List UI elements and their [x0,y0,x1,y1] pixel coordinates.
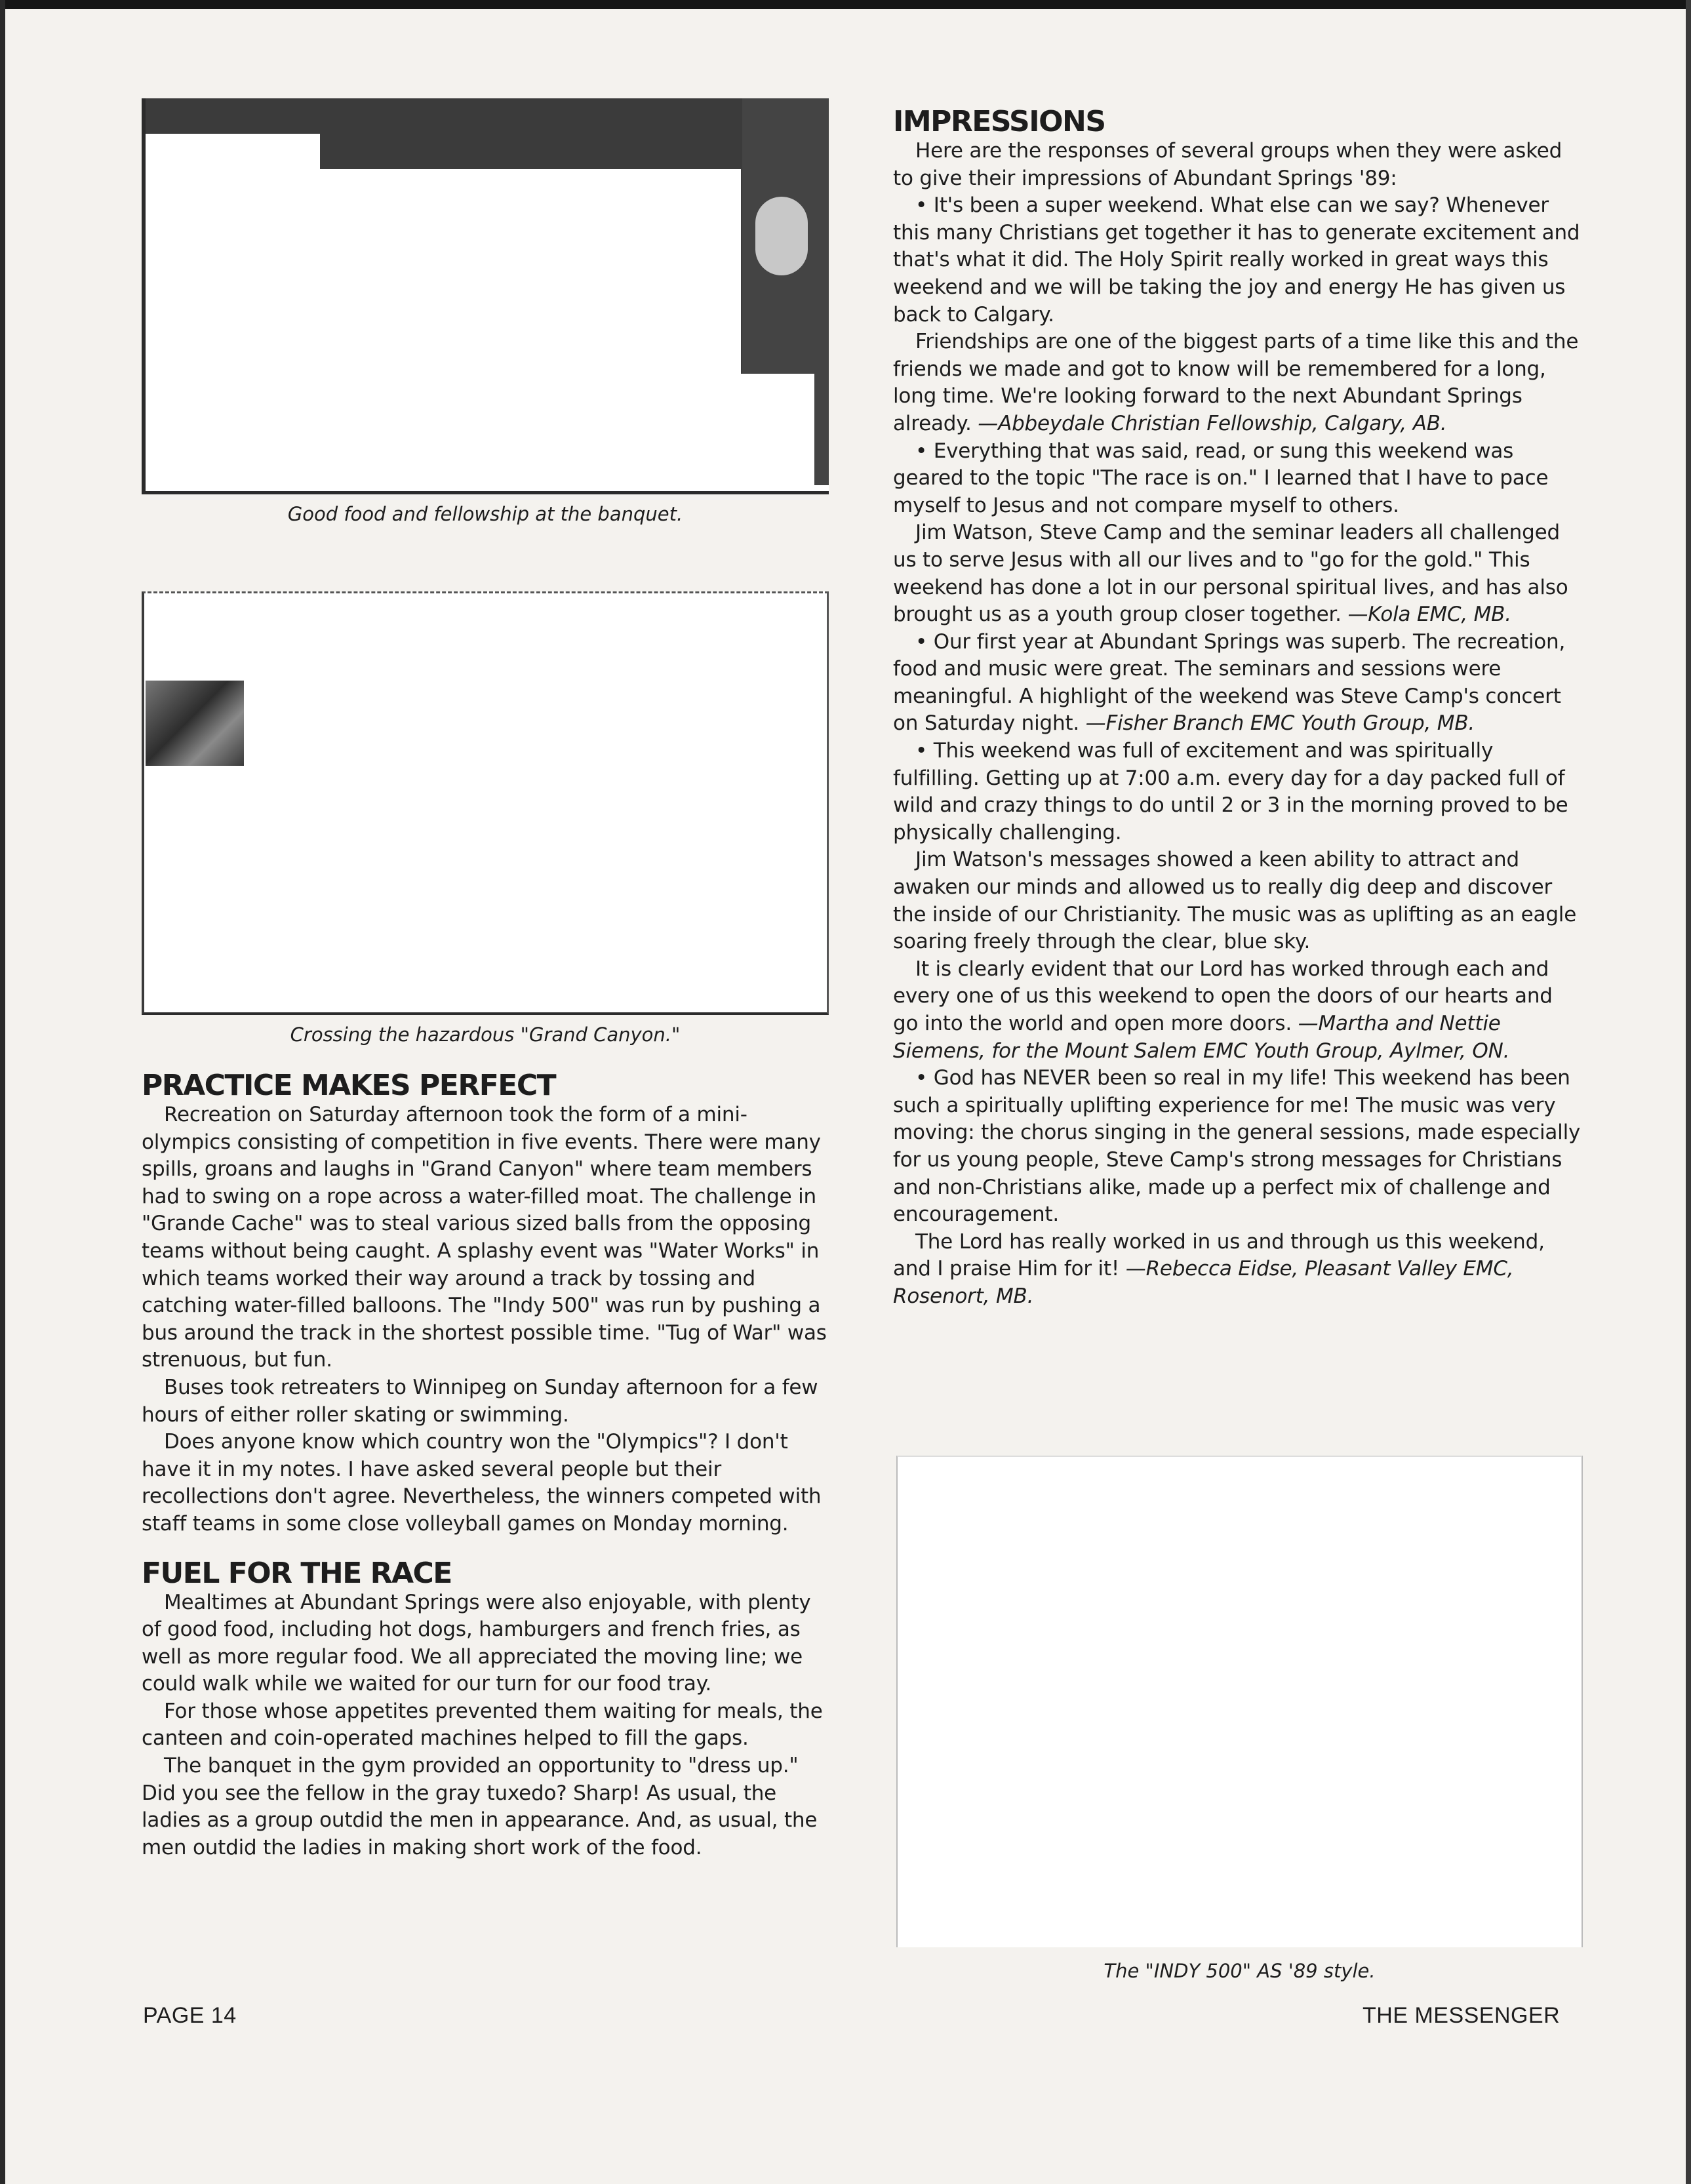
page-number: PAGE 14 [143,2003,237,2028]
impressions-intro: Here are the responses of several groups when they were asked to give their impressions of Abundant Springs '89: [893,139,1562,190]
grand-canyon-photo [142,591,829,1015]
practice-paragraph-2: Buses took retreaters to Winnipeg on Sunday afternoon for a few hours of either roller skating or swimming. [142,1375,818,1427]
scan-border-left [0,0,5,2184]
photo-caption-indy-500: The "INDY 500" AS '89 style. [1104,1960,1376,1982]
response-5-paragraph-2: The Lord has really worked in us and through us this weekend, and I praise Him for it! —Rebecca Eidse, Pleasant Valley EMC, Rosenort, MB. [893,1229,1545,1308]
response-4-paragraph-2: Jim Watson's messages showed a keen ability to attract and awaken our minds and allowed us to really dig deep and discover the inside of our Christianity. The music was as uplifting as an eagle soaring freely through the clear, blue sky. [893,848,1577,954]
response-3-paragraph-1: • Our first year at Abundant Springs was superb. The recreation, food and music were great. The seminars and sessions were meaningful. A highlight of the weekend was Steve Camp's concert on Saturday night. —Fisher Branch EMC Youth Group, MB. [893,629,1582,738]
response-1-paragraph-2: Friendships are one of the biggest parts of a time like this and the friends we made and got to know will be remembered for a long, long time. We're looking forward to the next Abundant Springs already. —Abbeydale Christian Fellowship, Calgary, AB. [893,330,1579,435]
response-2-attribution: —Kola EMC, MB. [1347,603,1511,627]
response-4-attribution: —Martha and Nettie Siemens, for the Mount Salem EMC Youth Group, Aylmer, ON. [893,1012,1510,1063]
response-5-paragraph-1: • God has NEVER been so real in my life! This weekend has been such a spiritually uplifting experience for me! The music was very moving: the chorus singing in the general sessions, made especially for us young people, Steve Camp's strong messages for Christians and non-Christians alike, made up a perfect mix of challenge and encouragement. [893,1065,1582,1229]
left-column [142,98,829,1861]
response-4-paragraph-1: • This weekend was full of excitement and was spiritually fulfilling. Getting up at 7:00 a.m. every day for a day packed full of wild and crazy things to do until 2 or 3 in the morning proved to be physically challenging. [893,738,1582,846]
tree-photo-fragment [146,681,244,766]
practice-paragraph-3: Does anyone know which country won the "Olympics"? I don't have it in my notes. I have asked several people but their recollections don't agree. Nevertheless, the winners competed with staff teams in some close volleyball games on Monday morning. [142,1430,822,1536]
response-1-paragraph-1: • It's been a super weekend. What else can we say? Whenever this many Christians get together it has to generate excitement and that's what it did. The Holy Spirit really worked in great ways this weekend and we will be taking the joy and energy He has given us back to Calgary. [893,192,1582,328]
photo-caption-banquet: Good food and fellowship at the banquet. [287,503,683,525]
response-4-paragraph-3: It is clearly evident that our Lord has worked through each and every one of us this weekend to open the doors of our hearts and go into the world and open more doors. —Martha and Nettie Siemens, for the Mount Salem EMC Youth Group, Aylmer, ON. [893,957,1553,1063]
fuel-paragraph-3: The banquet in the gym provided an opportunity to "dress up." Did you see the fellow in the gray tuxedo? Sharp! As usual, the ladies as a group outdid the men in appearance. And, as usual, the men outdid the ladies in making short work of the food. [142,1754,818,1859]
response-3-attribution: —Fisher Branch EMC Youth Group, MB. [1085,711,1475,736]
publication-name: THE MESSENGER [1363,2003,1561,2028]
heading-fuel-for-the-race: FUEL FOR THE RACE [142,1556,452,1590]
heading-impressions: IMPRESSIONS [893,105,1105,138]
scan-border-right [1686,0,1691,2184]
fuel-paragraph-2: For those whose appetites prevented them waiting for meals, the canteen and coin-operated machines helped to fill the gaps. [142,1699,823,1751]
response-2-paragraph-1: • Everything that was said, read, or sung this weekend was geared to the topic "The race is on." I learned that I have to pace myself to Jesus and not compare myself to others. [893,438,1582,520]
banquet-photo [142,98,829,494]
heading-practice-makes-perfect: PRACTICE MAKES PERFECT [142,1069,556,1102]
photo-caption-grand-canyon: Crossing the hazardous "Grand Canyon." [290,1023,681,1046]
right-column [893,98,1582,1311]
response-1-attribution: —Abbeydale Christian Fellowship, Calgary, AB. [978,411,1447,435]
practice-paragraph-1: Recreation on Saturday afternoon took the form of a mini-olympics consisting of competition in five events. There were many spills, groans and laughs in "Grand Canyon" where team members had to swing on a rope across a water-filled moat. The challenge in "Grande Cache" was to steal various sized balls from the opposing teams without being caught. A splashy event was "Water Works" in which teams worked their way around a track by tossing and catching water-filled balloons. The "Indy 500" was run by pushing a bus around the track in the shortest possible time. "Tug of War" was strenuous, but fun. [142,1103,827,1372]
fuel-paragraph-1: Mealtimes at Abundant Springs were also enjoyable, with plenty of good food, including hot dogs, hamburgers and french fries, as well as more regular food. We all appreciated the moving line; we could walk while we waited for our turn for our food tray. [142,1590,811,1696]
indy-500-photo [896,1456,1583,1947]
response-2-paragraph-2: Jim Watson, Steve Camp and the seminar leaders all challenged us to serve Jesus with all our lives and to "go for the gold." This weekend has done a lot in our personal spiritual lives, and has also brought us as a youth group closer together. —Kola EMC, MB. [893,521,1568,627]
response-5-attribution: —Rebecca Eidse, Pleasant Valley EMC, Rosenort, MB. [893,1257,1514,1308]
scan-border-top [0,0,1691,9]
